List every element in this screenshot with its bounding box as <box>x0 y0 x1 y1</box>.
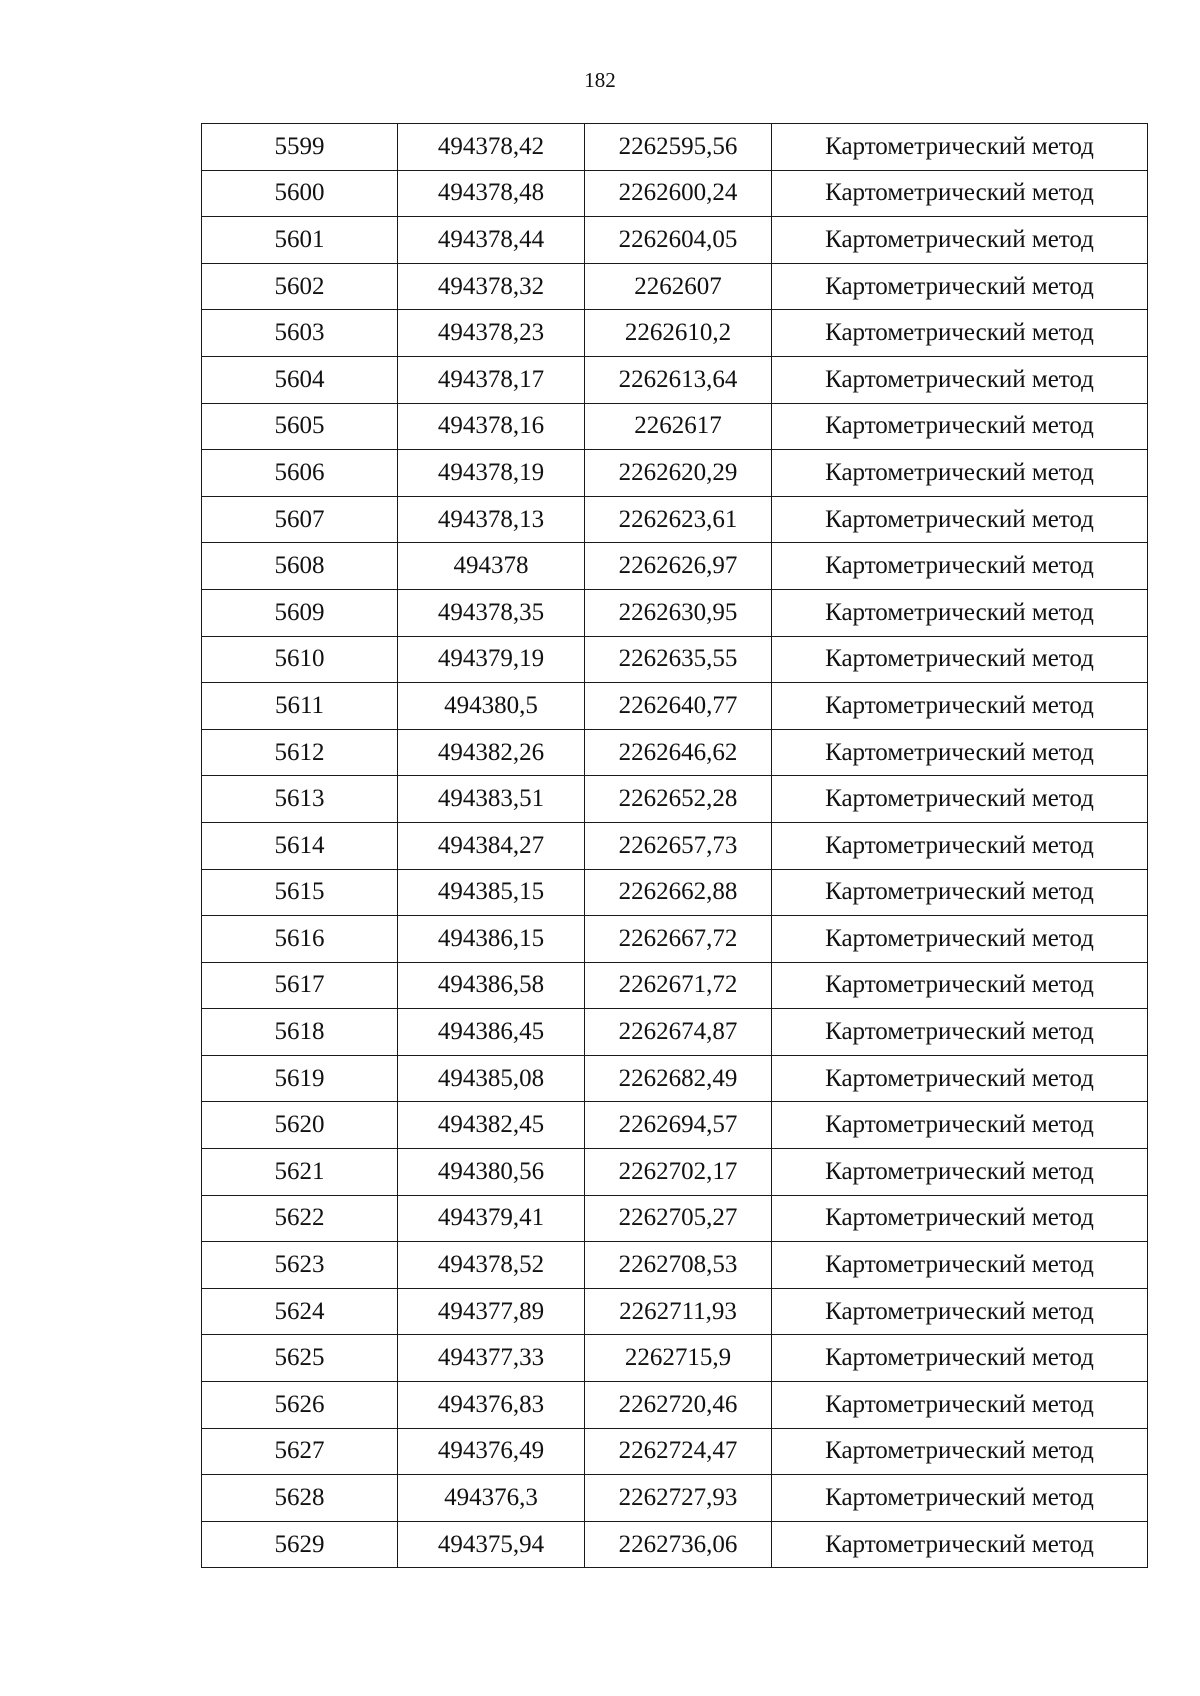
y-coordinate-cell: 2262694,57 <box>585 1102 772 1149</box>
table-row <box>202 1149 1148 1196</box>
method-cell: Картометрический метод <box>772 1009 1148 1056</box>
method-cell: Картометрический метод <box>772 1382 1148 1429</box>
x-coordinate-cell: 494378,19 <box>398 450 585 497</box>
table-row <box>202 1102 1148 1149</box>
table-row <box>202 263 1148 310</box>
point-number-cell: 5605 <box>202 403 398 450</box>
table-row <box>202 729 1148 776</box>
x-coordinate-cell: 494379,41 <box>398 1195 585 1242</box>
method-cell: Картометрический метод <box>772 356 1148 403</box>
point-number-cell: 5606 <box>202 450 398 497</box>
method-cell: Картометрический метод <box>772 1428 1148 1475</box>
method-cell: Картометрический метод <box>772 1102 1148 1149</box>
method-cell: Картометрический метод <box>772 1521 1148 1568</box>
method-cell: Картометрический метод <box>772 589 1148 636</box>
table-row <box>202 1521 1148 1568</box>
point-number-cell: 5603 <box>202 310 398 357</box>
method-cell: Картометрический метод <box>772 636 1148 683</box>
table-row <box>202 1288 1148 1335</box>
y-coordinate-cell: 2262724,47 <box>585 1428 772 1475</box>
table-row <box>202 1009 1148 1056</box>
table-row <box>202 962 1148 1009</box>
point-number-cell: 5614 <box>202 822 398 869</box>
method-cell: Картометрический метод <box>772 822 1148 869</box>
point-number-cell: 5625 <box>202 1335 398 1382</box>
point-number-cell: 5627 <box>202 1428 398 1475</box>
x-coordinate-cell: 494382,26 <box>398 729 585 776</box>
point-number-cell: 5616 <box>202 916 398 963</box>
table-row <box>202 1475 1148 1522</box>
x-coordinate-cell: 494378,16 <box>398 403 585 450</box>
table-row <box>202 356 1148 403</box>
point-number-cell: 5624 <box>202 1288 398 1335</box>
point-number-cell: 5604 <box>202 356 398 403</box>
table-row <box>202 916 1148 963</box>
x-coordinate-cell: 494386,15 <box>398 916 585 963</box>
y-coordinate-cell: 2262607 <box>585 263 772 310</box>
table-row <box>202 1428 1148 1475</box>
x-coordinate-cell: 494377,33 <box>398 1335 585 1382</box>
point-number-cell: 5629 <box>202 1521 398 1568</box>
table-row <box>202 1242 1148 1289</box>
table-row <box>202 1195 1148 1242</box>
x-coordinate-cell: 494383,51 <box>398 776 585 823</box>
method-cell: Картометрический метод <box>772 1335 1148 1382</box>
x-coordinate-cell: 494376,3 <box>398 1475 585 1522</box>
y-coordinate-cell: 2262620,29 <box>585 450 772 497</box>
x-coordinate-cell: 494385,08 <box>398 1055 585 1102</box>
x-coordinate-cell: 494378,13 <box>398 496 585 543</box>
method-cell: Картометрический метод <box>772 450 1148 497</box>
y-coordinate-cell: 2262727,93 <box>585 1475 772 1522</box>
y-coordinate-cell: 2262674,87 <box>585 1009 772 1056</box>
method-cell: Картометрический метод <box>772 403 1148 450</box>
y-coordinate-cell: 2262600,24 <box>585 170 772 217</box>
method-cell: Картометрический метод <box>772 1288 1148 1335</box>
method-cell: Картометрический метод <box>772 1055 1148 1102</box>
point-number-cell: 5612 <box>202 729 398 776</box>
x-coordinate-cell: 494378,23 <box>398 310 585 357</box>
method-cell: Картометрический метод <box>772 776 1148 823</box>
x-coordinate-cell: 494376,83 <box>398 1382 585 1429</box>
method-cell: Картометрический метод <box>772 1195 1148 1242</box>
table-row <box>202 1335 1148 1382</box>
method-cell: Картометрический метод <box>772 310 1148 357</box>
point-number-cell: 5626 <box>202 1382 398 1429</box>
y-coordinate-cell: 2262711,93 <box>585 1288 772 1335</box>
point-number-cell: 5610 <box>202 636 398 683</box>
y-coordinate-cell: 2262630,95 <box>585 589 772 636</box>
y-coordinate-cell: 2262595,56 <box>585 124 772 171</box>
x-coordinate-cell: 494376,49 <box>398 1428 585 1475</box>
table-row <box>202 589 1148 636</box>
point-number-cell: 5617 <box>202 962 398 1009</box>
method-cell: Картометрический метод <box>772 496 1148 543</box>
table-row <box>202 1055 1148 1102</box>
point-number-cell: 5613 <box>202 776 398 823</box>
table-row <box>202 683 1148 730</box>
table-row <box>202 1382 1148 1429</box>
y-coordinate-cell: 2262705,27 <box>585 1195 772 1242</box>
method-cell: Картометрический метод <box>772 263 1148 310</box>
y-coordinate-cell: 2262736,06 <box>585 1521 772 1568</box>
x-coordinate-cell: 494386,45 <box>398 1009 585 1056</box>
method-cell: Картометрический метод <box>772 170 1148 217</box>
x-coordinate-cell: 494380,5 <box>398 683 585 730</box>
x-coordinate-cell: 494378 <box>398 543 585 590</box>
x-coordinate-cell: 494378,17 <box>398 356 585 403</box>
point-number-cell: 5619 <box>202 1055 398 1102</box>
point-number-cell: 5607 <box>202 496 398 543</box>
point-number-cell: 5615 <box>202 869 398 916</box>
y-coordinate-cell: 2262610,2 <box>585 310 772 357</box>
y-coordinate-cell: 2262640,77 <box>585 683 772 730</box>
y-coordinate-cell: 2262720,46 <box>585 1382 772 1429</box>
y-coordinate-cell: 2262635,55 <box>585 636 772 683</box>
y-coordinate-cell: 2262708,53 <box>585 1242 772 1289</box>
method-cell: Картометрический метод <box>772 1475 1148 1522</box>
point-number-cell: 5621 <box>202 1149 398 1196</box>
method-cell: Картометрический метод <box>772 1242 1148 1289</box>
point-number-cell: 5601 <box>202 217 398 264</box>
coordinates-table-body <box>202 124 1148 1568</box>
table-row <box>202 403 1148 450</box>
table-row <box>202 869 1148 916</box>
x-coordinate-cell: 494384,27 <box>398 822 585 869</box>
table-row <box>202 822 1148 869</box>
x-coordinate-cell: 494382,45 <box>398 1102 585 1149</box>
x-coordinate-cell: 494378,42 <box>398 124 585 171</box>
y-coordinate-cell: 2262604,05 <box>585 217 772 264</box>
y-coordinate-cell: 2262662,88 <box>585 869 772 916</box>
method-cell: Картометрический метод <box>772 543 1148 590</box>
method-cell: Картометрический метод <box>772 683 1148 730</box>
table-row <box>202 124 1148 171</box>
method-cell: Картометрический метод <box>772 962 1148 1009</box>
table-row <box>202 450 1148 497</box>
point-number-cell: 5611 <box>202 683 398 730</box>
point-number-cell: 5623 <box>202 1242 398 1289</box>
table-row <box>202 776 1148 823</box>
y-coordinate-cell: 2262715,9 <box>585 1335 772 1382</box>
y-coordinate-cell: 2262626,97 <box>585 543 772 590</box>
method-cell: Картометрический метод <box>772 124 1148 171</box>
y-coordinate-cell: 2262667,72 <box>585 916 772 963</box>
y-coordinate-cell: 2262623,61 <box>585 496 772 543</box>
method-cell: Картометрический метод <box>772 217 1148 264</box>
point-number-cell: 5620 <box>202 1102 398 1149</box>
table-row <box>202 217 1148 264</box>
point-number-cell: 5608 <box>202 543 398 590</box>
table-row <box>202 543 1148 590</box>
y-coordinate-cell: 2262652,28 <box>585 776 772 823</box>
point-number-cell: 5602 <box>202 263 398 310</box>
table-row <box>202 636 1148 683</box>
y-coordinate-cell: 2262682,49 <box>585 1055 772 1102</box>
x-coordinate-cell: 494378,48 <box>398 170 585 217</box>
x-coordinate-cell: 494375,94 <box>398 1521 585 1568</box>
x-coordinate-cell: 494386,58 <box>398 962 585 1009</box>
point-number-cell: 5599 <box>202 124 398 171</box>
point-number-cell: 5618 <box>202 1009 398 1056</box>
y-coordinate-cell: 2262613,64 <box>585 356 772 403</box>
point-number-cell: 5609 <box>202 589 398 636</box>
table-row <box>202 310 1148 357</box>
method-cell: Картометрический метод <box>772 916 1148 963</box>
table-row <box>202 496 1148 543</box>
x-coordinate-cell: 494379,19 <box>398 636 585 683</box>
y-coordinate-cell: 2262646,62 <box>585 729 772 776</box>
coordinates-table <box>201 123 1148 1568</box>
y-coordinate-cell: 2262657,73 <box>585 822 772 869</box>
y-coordinate-cell: 2262617 <box>585 403 772 450</box>
x-coordinate-cell: 494380,56 <box>398 1149 585 1196</box>
point-number-cell: 5600 <box>202 170 398 217</box>
x-coordinate-cell: 494378,32 <box>398 263 585 310</box>
method-cell: Картометрический метод <box>772 1149 1148 1196</box>
x-coordinate-cell: 494378,44 <box>398 217 585 264</box>
x-coordinate-cell: 494385,15 <box>398 869 585 916</box>
method-cell: Картометрический метод <box>772 869 1148 916</box>
point-number-cell: 5628 <box>202 1475 398 1522</box>
x-coordinate-cell: 494377,89 <box>398 1288 585 1335</box>
x-coordinate-cell: 494378,52 <box>398 1242 585 1289</box>
page-number: 182 <box>584 68 616 92</box>
method-cell: Картометрический метод <box>772 729 1148 776</box>
x-coordinate-cell: 494378,35 <box>398 589 585 636</box>
y-coordinate-cell: 2262702,17 <box>585 1149 772 1196</box>
y-coordinate-cell: 2262671,72 <box>585 962 772 1009</box>
point-number-cell: 5622 <box>202 1195 398 1242</box>
table-row <box>202 170 1148 217</box>
